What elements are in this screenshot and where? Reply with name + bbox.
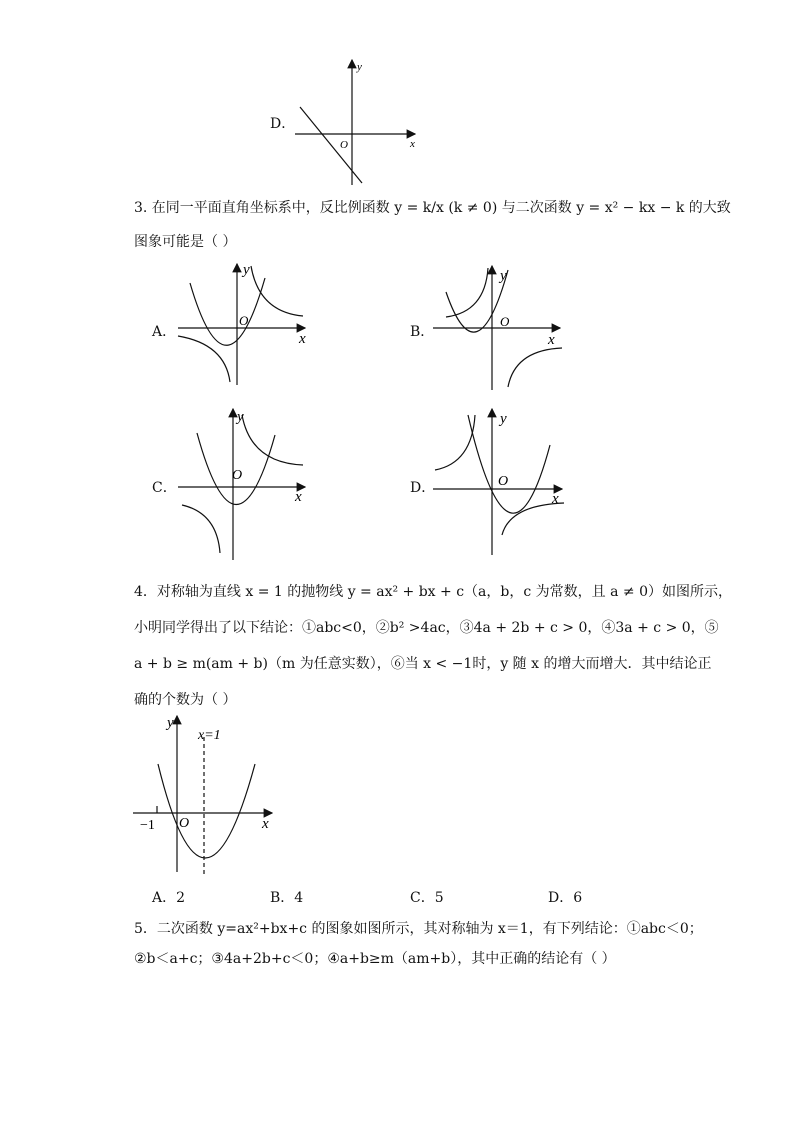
q4-graph	[130, 712, 280, 882]
hyperbola-upper	[242, 415, 303, 465]
svg-text:O: O	[232, 468, 243, 483]
svg-text:O: O	[239, 313, 249, 328]
x-axis-label: x	[410, 138, 415, 150]
q3-option-b-graph	[430, 262, 570, 392]
hyperbola-lower	[502, 503, 564, 535]
hyperbola-upper	[251, 266, 303, 316]
q5-stem-line1: 5．二次函数 y=ax²+bx+c 的图象如图所示，其对称轴为 x＝1，有下列结论：①abc＜0；	[134, 921, 703, 937]
hyperbola-lower	[508, 348, 562, 387]
hyperbola-lower	[178, 336, 230, 382]
svg-text:O: O	[500, 314, 510, 329]
q3-option-d-graph	[430, 405, 570, 565]
svg-text:y: y	[243, 262, 250, 278]
q3-stem-line1: 3. 在同一平面直角坐标系中，反比例函数 y = k/x (k ≠ 0) 与二次函数 y = x² − kx − k 的大致	[134, 200, 731, 216]
svg-text:O: O	[498, 474, 509, 489]
q4-stem-line2: 小明同学得出了以下结论：①abc<0，②b² >4ac，③4a + 2b + c > 0，④3a + c > 0，⑤	[134, 620, 719, 636]
q5-stem-line2: ②b＜a+c；③4a+2b+c＜0；④a+b≥m（am+b），其中正确的结论有（ ）	[134, 951, 616, 967]
q4-stem-line3: a + b ≥ m(am + b)（m 为任意实数），⑥当 x < −1时，y 随 x 的增大而增大．其中结论正	[134, 656, 712, 672]
q3-option-c-label: C．	[152, 480, 177, 496]
symmetry-axis-label: x=1	[198, 728, 221, 743]
q3-option-c-graph	[175, 405, 315, 565]
y-axis-label: y	[167, 715, 174, 731]
origin-label: O	[179, 816, 190, 831]
x-axis-label: x	[262, 816, 269, 832]
line-graph	[300, 107, 362, 183]
q4-stem-line1: 4．对称轴为直线 x = 1 的抛物线 y = ax² + bx + c（a，b，c 为常数，且 a ≠ 0）如图所示，	[134, 584, 732, 600]
q2-option-d-label: D．	[270, 116, 296, 132]
hyperbola-upper	[435, 415, 475, 470]
q3-option-a-label: A．	[152, 324, 177, 340]
tick-label: −1	[140, 818, 155, 833]
q3-option-b-label: B．	[410, 324, 435, 340]
parabola	[468, 415, 550, 513]
hyperbola-lower	[182, 505, 220, 553]
parabola	[158, 764, 255, 858]
svg-text:x: x	[552, 491, 559, 507]
q4-choice-a[interactable]: A．2	[152, 890, 186, 906]
svg-text:y: y	[500, 268, 507, 284]
q4-stem-line4: 确的个数为（ ）	[134, 692, 237, 708]
q3-option-a-graph	[175, 260, 315, 390]
q2-option-d-graph	[290, 55, 430, 190]
svg-text:x: x	[548, 332, 555, 348]
q3-option-d-label: D．	[410, 480, 436, 496]
origin-label: O	[340, 139, 348, 151]
y-axis-label: y	[357, 61, 362, 73]
q4-choice-b[interactable]: B．4	[270, 890, 304, 906]
svg-text:y: y	[237, 409, 244, 425]
svg-text:x: x	[299, 331, 306, 347]
q4-choice-d[interactable]: D．6	[548, 890, 583, 906]
svg-text:x: x	[295, 489, 302, 505]
svg-text:y: y	[500, 411, 507, 427]
q4-choice-c[interactable]: C．5	[410, 890, 444, 906]
q3-stem-line2: 图象可能是（ ）	[134, 234, 237, 250]
parabola	[190, 278, 265, 345]
